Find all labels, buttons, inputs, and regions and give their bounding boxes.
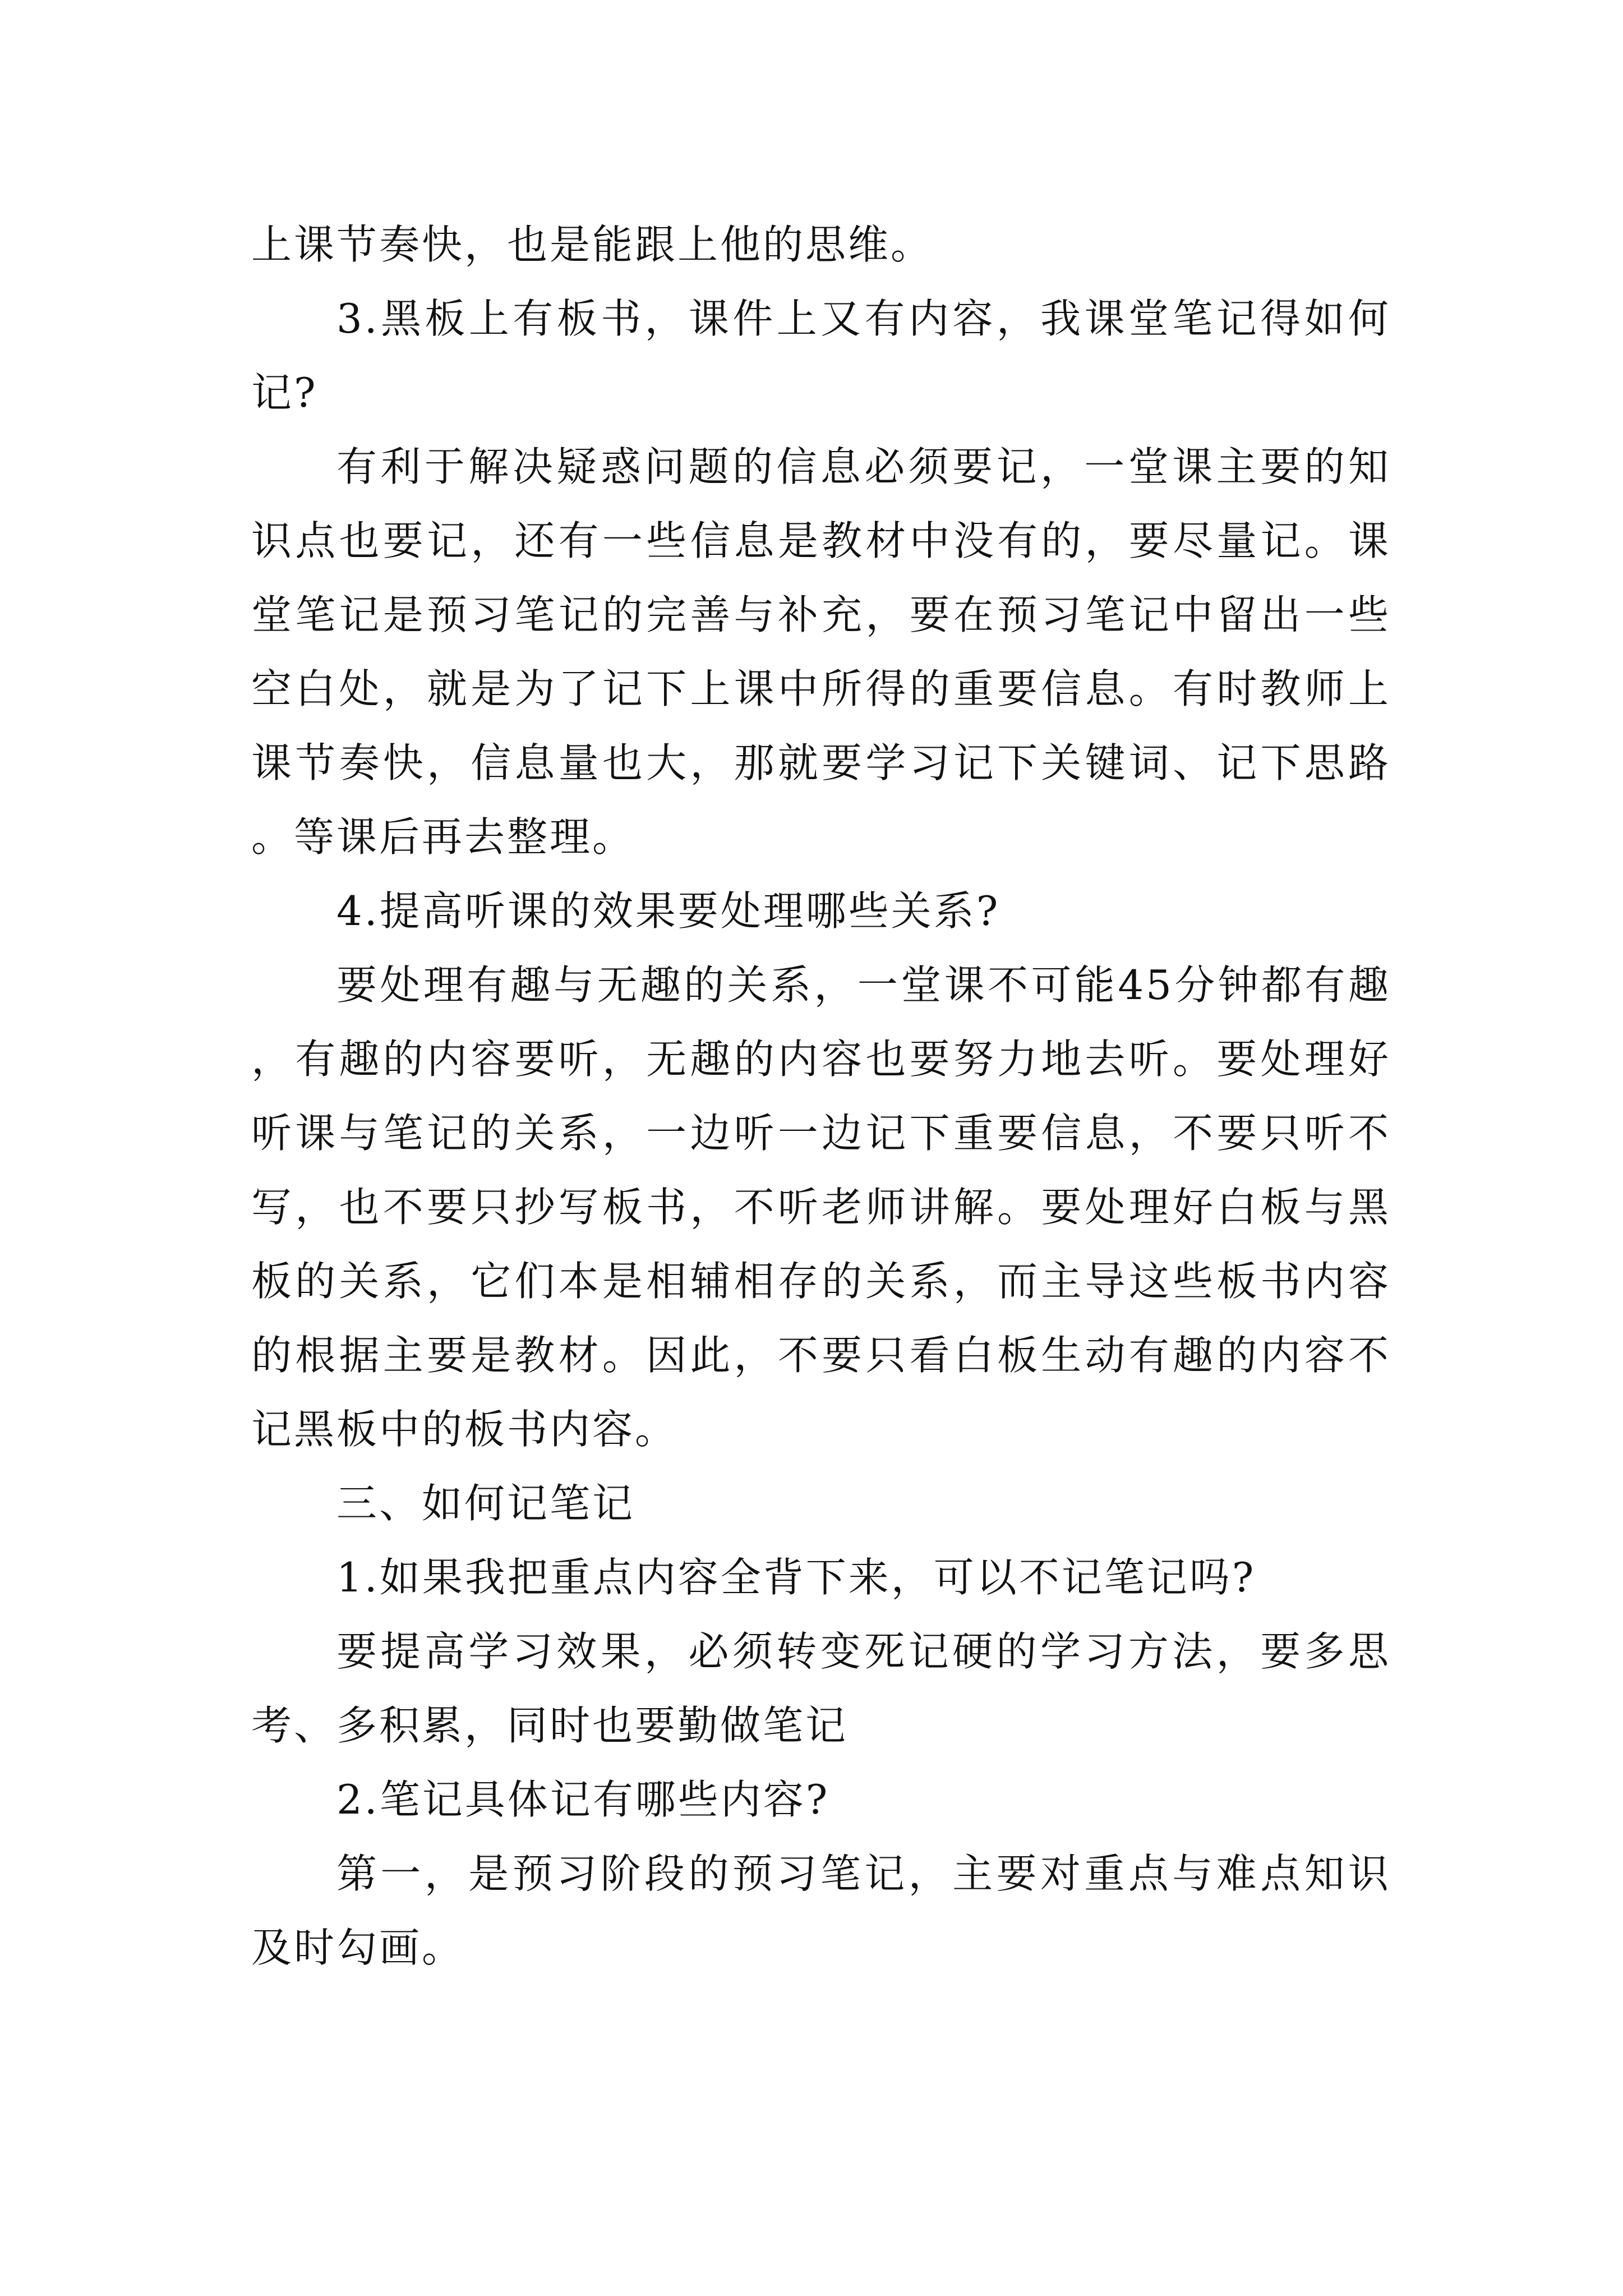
document-body <box>251 208 1391 1985</box>
answer-2: 第一，是预习阶段的预习笔记，主要对重点与难点知识及时勾画。 <box>251 1850 1391 1971</box>
section-heading: 三、如何记笔记 <box>336 1480 635 1527</box>
question-4: 4.提高听课的效果要处理哪些关系? <box>336 887 1000 935</box>
answer-1: 要提高学习效果，必须转变死记硬的学习方法，要多思考、多积累，同时也要勤做笔记 <box>251 1628 1391 1749</box>
question-3: 3.黑板上有板书，课件上又有内容，我课堂笔记得如何记? <box>251 295 1391 416</box>
answer-3: 有利于解决疑惑问题的信息必须要记，一堂课主要的知识点也要记，还有一些信息是教材中没有的，要尽量记。课堂笔记是预习笔记的完善与补充，要在预习笔记中留出一些空白处，就是为了记下上课中所得的重要信息。有时教师上课节奏快，信息量也大，那就要学习记下关键词、记下思路。等课后再去整理。 <box>251 443 1391 861</box>
question-2: 2.笔记具体记有哪些内容? <box>336 1776 830 1823</box>
answer-4: 要处理有趣与无趣的关系，一堂课不可能45分钟都有趣，有趣的内容要听，无趣的内容也要努力地去听。要处理好听课与笔记的关系，一边听一边记下重要信息，不要只听不写，也不要只抄写板书，不听老师讲解。要处理好白板与黑板的关系，它们本是相辅相存的关系，而主导这些板书内容的根据主要是教材。因此，不要只看白板生动有趣的内容不记黑板中的板书内容。 <box>251 961 1391 1453</box>
paragraph-continuation: 上课节奏快，也是能跟上他的思维。 <box>251 221 934 268</box>
question-1: 1.如果我把重点内容全背下来，可以不记笔记吗? <box>336 1554 1256 1601</box>
